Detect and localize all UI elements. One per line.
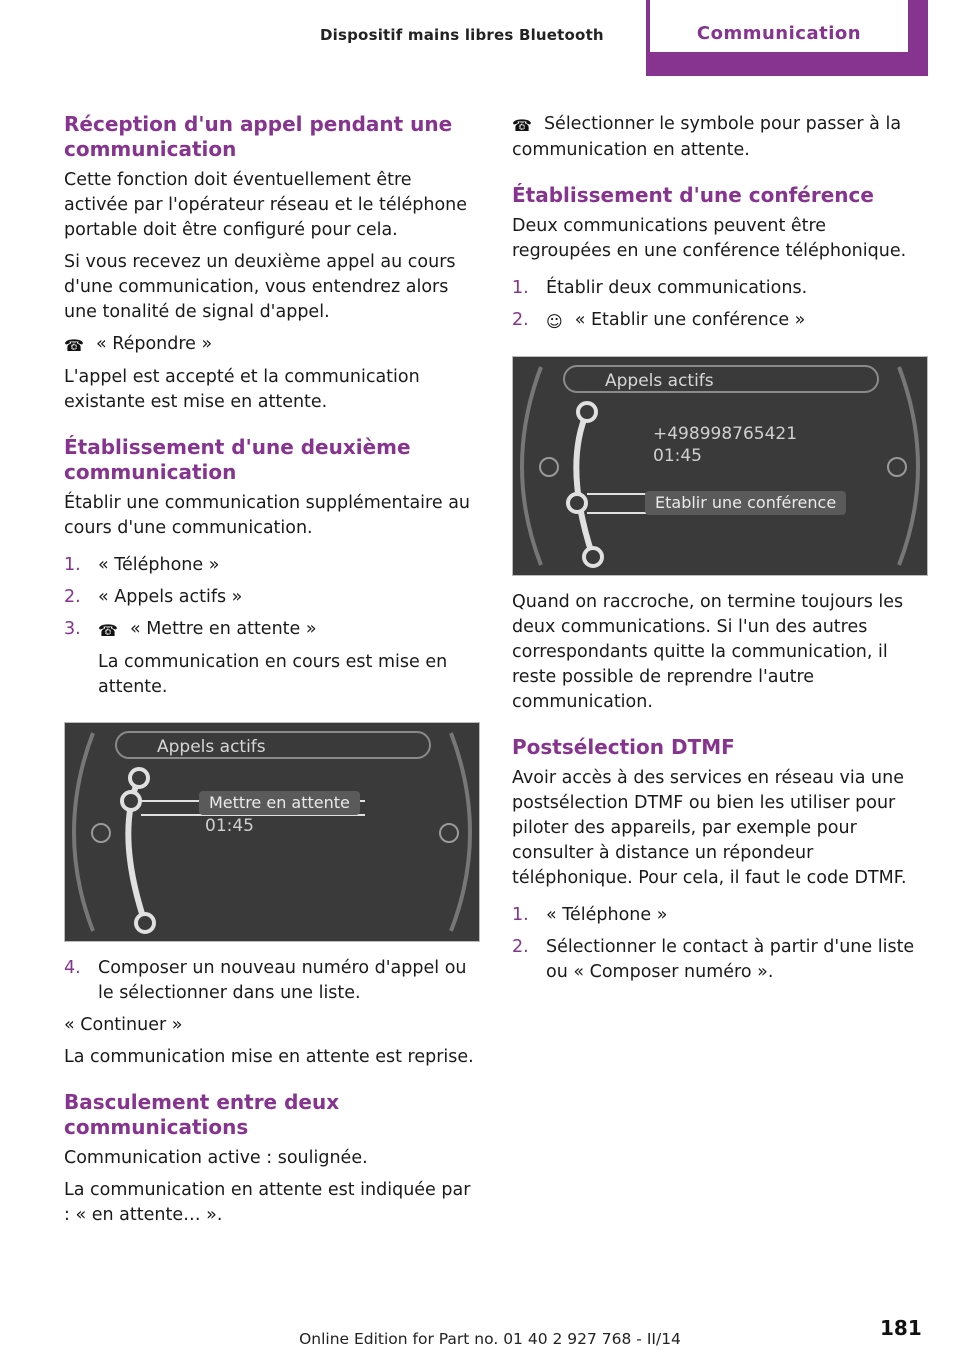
conference-icon: ☺ xyxy=(546,312,563,331)
call-duration: 01:45 xyxy=(205,816,254,836)
step-text: « Etablir une conférence » xyxy=(574,310,806,330)
phone-answer-icon: ☎ xyxy=(64,336,84,355)
screen-title: Appels actifs xyxy=(115,731,431,759)
conference-option: Etablir une conférence xyxy=(645,491,846,515)
switch-symbol-line xyxy=(512,112,928,163)
list-item xyxy=(512,903,928,928)
header-section: Dispositif mains libres Bluetooth xyxy=(320,26,604,44)
step-number: 2. xyxy=(64,587,81,607)
step-text: Composer un nouveau numéro d'appel ou le sélectionner dans une liste. xyxy=(98,958,467,1003)
paragraph: Quand on raccroche, on termine toujours les deux communications. Si l'un des autres correspondants quitte la communication, il reste possible de reprendre l'autre communication. xyxy=(512,592,904,712)
idrive-screen-hold xyxy=(64,722,480,942)
list-item xyxy=(64,585,480,610)
step-number: 1. xyxy=(512,905,529,925)
edition-footer: Online Edition for Part no. 01 40 2 927 768 - II/14 xyxy=(299,1330,681,1348)
paragraph: La communication mise en attente est reprise. xyxy=(64,1047,474,1067)
list-item xyxy=(64,956,480,1006)
step-subtext: La communication en cours est mise en attente. xyxy=(98,652,448,697)
heading-call-waiting: Réception d'un appel pendant une communication xyxy=(64,112,453,161)
heading-second-call: Établissement d'une deuxième communication xyxy=(64,435,411,484)
paragraph: Deux communications peuvent être regroupées en une conférence téléphonique. xyxy=(512,216,907,261)
heading-conference: Établissement d'une conférence xyxy=(512,183,874,207)
step-text: « Appels actifs » xyxy=(98,587,243,607)
steps-list-cont xyxy=(64,956,480,1006)
step-number: 1. xyxy=(512,278,529,298)
paragraph: La communication en attente est indiquée par : « en attente… ». xyxy=(64,1180,471,1225)
heading-dtmf: Postsélection DTMF xyxy=(512,735,735,759)
answer-line xyxy=(64,332,480,358)
chapter-title: Communication xyxy=(650,0,908,52)
steps-list xyxy=(512,903,928,985)
step-number: 1. xyxy=(64,555,81,575)
call-duration: 01:45 xyxy=(653,446,702,466)
screen-title: Appels actifs xyxy=(563,365,879,393)
caller-number: +498998765421 xyxy=(653,424,798,444)
switch-call-icon: ☎ xyxy=(512,116,532,135)
paragraph: L'appel est accepté et la communication existante est mise en attente. xyxy=(64,367,420,412)
list-item xyxy=(512,308,928,334)
step-text: « Téléphone » xyxy=(546,905,668,925)
paragraph: Établir une communication supplémentaire au cours d'une communication. xyxy=(64,493,471,538)
step-text: « Mettre en attente » xyxy=(129,619,317,639)
list-item xyxy=(64,553,480,578)
controller-graphic xyxy=(513,357,927,575)
left-column xyxy=(64,112,480,1235)
right-column xyxy=(512,112,928,992)
answer-label: « Répondre » xyxy=(95,334,213,354)
paragraph: Si vous recevez un deuxième appel au cours d'une communication, vous entendrez alors une tonalité de signal d'appel. xyxy=(64,252,456,322)
steps-list xyxy=(64,553,480,700)
paragraph: Sélectionner le symbole pour passer à la communication en attente. xyxy=(512,114,902,160)
list-item xyxy=(64,617,480,700)
paragraph: « Continuer » xyxy=(64,1015,183,1035)
list-item xyxy=(512,935,928,985)
chapter-tab xyxy=(646,0,928,76)
step-text: « Téléphone » xyxy=(98,555,220,575)
controller-graphic xyxy=(65,723,479,941)
paragraph: Avoir accès à des services en réseau via une postsélection DTMF ou bien les utiliser pour piloter des appareils, par exemple pour consulter à distance un répondeur téléphonique. Pour cela, il faut le code DTMF. xyxy=(512,768,907,888)
idrive-screen-conference xyxy=(512,356,928,576)
step-number: 2. xyxy=(512,937,529,957)
step-text: Établir deux communications. xyxy=(546,278,808,298)
hold-option: Mettre en attente xyxy=(199,791,360,815)
paragraph: Cette fonction doit éventuellement être activée par l'opérateur réseau et le téléphone portable doit être configuré pour cela. xyxy=(64,170,468,240)
page-number: 181 xyxy=(880,1316,922,1340)
list-item xyxy=(512,276,928,301)
paragraph: Communication active : soulignée. xyxy=(64,1148,368,1168)
step-number: 3. xyxy=(64,619,81,639)
step-text: Sélectionner le contact à partir d'une liste ou « Composer numéro ». xyxy=(546,937,915,982)
steps-list xyxy=(512,276,928,334)
step-number: 2. xyxy=(512,310,529,330)
step-number: 4. xyxy=(64,958,81,978)
heading-switch-calls: Basculement entre deux communications xyxy=(64,1090,340,1139)
hold-icon: ☎ xyxy=(98,621,118,640)
